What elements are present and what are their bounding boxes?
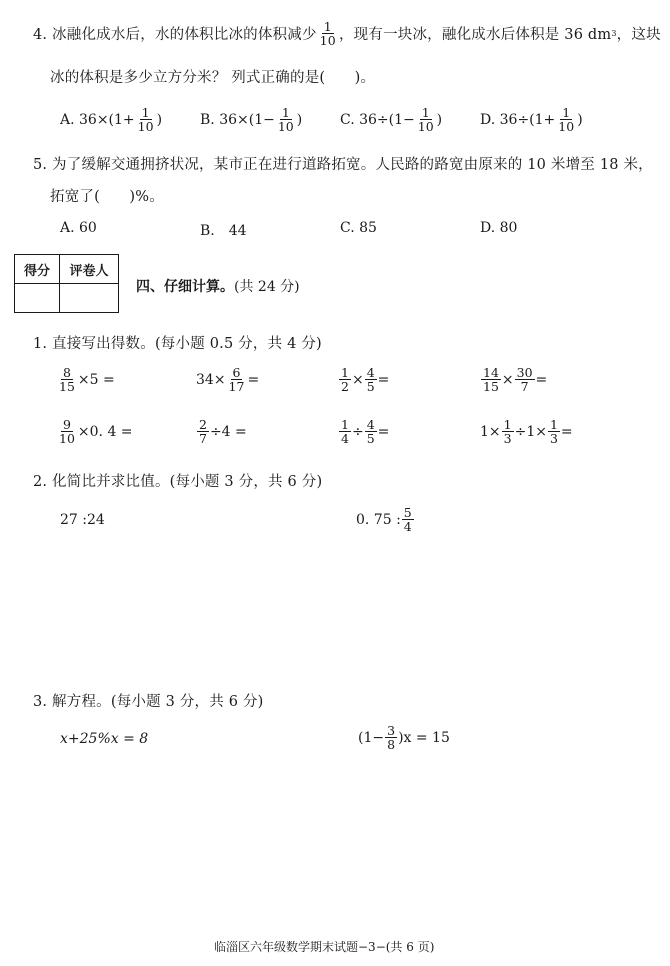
num: 1 <box>562 105 571 120</box>
op: = <box>560 423 573 440</box>
p3-title: 3. 解方程。(每小题 3 分，共 6 分) <box>33 694 264 710</box>
den: 3 <box>549 431 558 447</box>
fraction <box>385 724 397 751</box>
num: 1 <box>421 105 430 120</box>
p1-item-5 <box>56 418 133 445</box>
num: 4 <box>366 417 375 432</box>
num: 9 <box>62 417 71 432</box>
p1-item-2 <box>196 366 259 393</box>
num: 1 <box>503 417 512 432</box>
q4-option-c-pre: C. 36÷(1− <box>340 111 415 128</box>
fraction <box>57 418 77 445</box>
pre: 34× <box>196 371 226 388</box>
fraction <box>57 366 77 393</box>
fraction-b <box>365 366 377 393</box>
num: 1 <box>341 417 349 432</box>
num: 5 <box>403 505 412 520</box>
q4-option-d <box>480 106 583 133</box>
q4-text-a: 4. 冰融化成水后，水的体积比冰的体积减少 <box>33 27 317 44</box>
den: 17 <box>228 379 245 395</box>
pre: 1× <box>480 423 501 440</box>
fraction-a <box>481 366 501 393</box>
q4-option-b-frac <box>276 106 296 133</box>
fraction-b <box>515 366 535 393</box>
den: 10 <box>277 119 294 135</box>
den: 2 <box>341 379 349 395</box>
q4-option-c <box>340 106 442 133</box>
q4-option-a-pre: A. 36×(1+ <box>60 111 135 128</box>
q4-option-d-post: ) <box>577 111 583 128</box>
num: 6 <box>232 365 241 380</box>
num: 3 <box>387 723 396 738</box>
op: ×5 = <box>77 371 115 388</box>
p1-item-4 <box>480 366 547 393</box>
fraction-a <box>339 418 351 445</box>
q4-option-a-post: ) <box>156 111 163 128</box>
q4-sup: 3 <box>611 29 617 39</box>
q4-option-d-frac <box>556 106 576 133</box>
score-box <box>14 254 119 313</box>
op: ×0. 4 = <box>77 423 133 440</box>
mid: × <box>351 371 364 388</box>
p2-right-expr <box>356 506 415 533</box>
num: 2 <box>199 417 207 432</box>
q4-line2: 冰的体积是多少立方分米？ 列式正确的是( )。 <box>50 70 376 86</box>
q5-line2: 拓宽了( )%。 <box>50 189 164 205</box>
den: 15 <box>483 379 499 395</box>
q5-option-d: D. 80 <box>480 220 518 236</box>
fraction <box>402 506 414 533</box>
q4-option-d-pre: D. 36÷(1+ <box>480 111 556 128</box>
section-title: 四、仔细计算。 <box>136 279 234 295</box>
num: 14 <box>483 365 499 380</box>
num: 30 <box>516 365 533 380</box>
q4-text-c: ，这块 <box>616 27 661 44</box>
num: 1 <box>141 105 150 120</box>
num: 8 <box>62 365 71 380</box>
q4-option-b-post: ) <box>296 111 303 128</box>
p2-title: 2. 化简比并求比值。(每小题 3 分，共 6 分) <box>33 474 323 490</box>
num: 1 <box>341 365 349 380</box>
den: 3 <box>503 431 512 447</box>
fraction-b <box>548 418 560 445</box>
num: 1 <box>549 417 558 432</box>
pre: 0. 75 : <box>356 511 401 528</box>
score-header: 得分 <box>15 255 60 284</box>
q5-option-b: B. 44 <box>200 223 247 239</box>
den: 4 <box>341 431 349 447</box>
page-footer: 临淄区六年级数学期末试题−3−(共 6 页) <box>214 940 435 954</box>
fraction-b <box>365 418 377 445</box>
op: = <box>377 371 390 388</box>
p3-right-equation <box>358 724 450 751</box>
section-note: (共 24 分) <box>234 279 300 295</box>
p1-title: 1. 直接写出得数。(每小题 0.5 分，共 4 分) <box>33 336 322 352</box>
den: 4 <box>403 519 412 535</box>
den: 5 <box>366 431 375 447</box>
p1-item-7 <box>338 418 389 445</box>
mid: × <box>501 371 514 388</box>
grader-header: 评卷人 <box>60 255 119 284</box>
den: 5 <box>366 379 375 395</box>
post: )x = 15 <box>398 729 450 746</box>
num: 4 <box>366 365 375 380</box>
den: 7 <box>520 379 529 395</box>
fraction <box>227 366 247 393</box>
den: 10 <box>59 431 75 447</box>
p1-item-3 <box>338 366 389 393</box>
q4-option-a <box>60 106 162 133</box>
q4-text-b: ，现有一块冰，融化成水后体积是 36 dm <box>338 27 612 44</box>
q4-option-c-frac <box>416 106 436 133</box>
den: 10 <box>417 119 434 135</box>
q4-frac-num: 1 <box>323 19 332 34</box>
fraction-a <box>502 418 514 445</box>
op: = <box>535 371 548 388</box>
q4-line1 <box>33 20 661 47</box>
score-cell[interactable] <box>15 284 60 313</box>
fraction-a <box>339 366 351 393</box>
q4-fraction <box>318 20 338 47</box>
mid: ÷ <box>351 423 364 440</box>
p2-left-expr: 27 :24 <box>60 512 105 528</box>
op: = <box>247 371 260 388</box>
den: 7 <box>199 431 207 447</box>
op: = <box>377 423 390 440</box>
q4-option-a-frac <box>136 106 156 133</box>
den: 10 <box>137 119 154 135</box>
num: 1 <box>281 105 290 120</box>
section-heading <box>136 276 300 296</box>
fraction <box>197 418 209 445</box>
p1-item-1 <box>56 366 115 393</box>
q5-option-c: C. 85 <box>340 220 377 236</box>
den: 15 <box>59 379 75 395</box>
p3-left-equation: x+25%x = 8 <box>60 731 149 747</box>
p1-item-6 <box>196 418 247 445</box>
q5-option-a: A. 60 <box>60 220 97 236</box>
den: 8 <box>387 737 396 753</box>
op: ÷4 = <box>209 423 247 440</box>
q4-option-b <box>200 106 302 133</box>
q5-line1: 5. 为了缓解交通拥挤状况，某市正在进行道路拓宽。人民路的路宽由原来的 10 米增至 18 米， <box>33 157 653 173</box>
p1-item-8 <box>480 418 573 445</box>
q4-option-c-post: ) <box>436 111 443 128</box>
pre: (1− <box>358 729 385 746</box>
q4-frac-den: 10 <box>319 33 336 49</box>
grader-cell[interactable] <box>60 284 119 313</box>
den: 10 <box>558 119 575 135</box>
q4-option-b-pre: B. 36×(1− <box>200 111 275 128</box>
mid: ÷1× <box>514 423 547 440</box>
